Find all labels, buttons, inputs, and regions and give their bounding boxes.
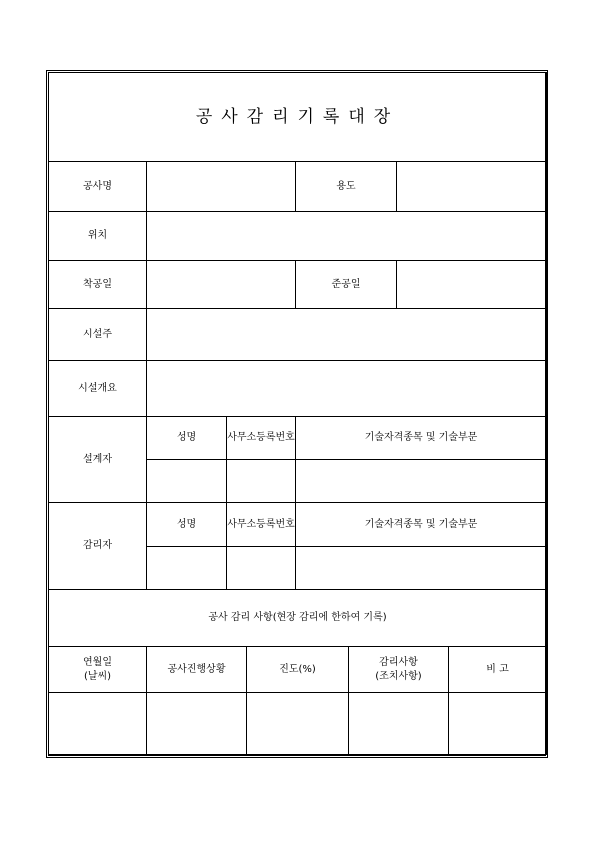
field-supervisor-name[interactable] xyxy=(147,547,227,590)
field-owner[interactable] xyxy=(147,309,547,361)
field-start-date[interactable] xyxy=(147,261,296,309)
log-cell-supervision-matters[interactable] xyxy=(349,693,449,755)
col-progress-rate: 진도(%) xyxy=(247,647,349,693)
label-usage: 용도 xyxy=(296,162,397,212)
supervision-section-heading: 공사 감리 사항(현장 감리에 한하여 기록) xyxy=(49,590,547,647)
field-usage[interactable] xyxy=(397,162,547,212)
col-date xyxy=(49,647,147,693)
log-cell-date[interactable] xyxy=(49,693,147,755)
col-remarks: 비 고 xyxy=(449,647,547,693)
label-completion-date: 준공일 xyxy=(296,261,397,309)
designer-office-reg-header: 사무소등록번호 xyxy=(227,417,296,460)
col-matters-line1: 감리사항 xyxy=(379,656,418,668)
designer-qualification-header: 기술자격종목 및 기술부문 xyxy=(296,417,547,460)
field-designer-qualification[interactable] xyxy=(296,460,547,503)
supervision-record-form xyxy=(48,72,547,755)
field-completion-date[interactable] xyxy=(397,261,547,309)
field-facility-overview[interactable] xyxy=(147,361,547,417)
supervisor-name-header: 성명 xyxy=(147,503,227,547)
log-cell-remarks[interactable] xyxy=(449,693,547,755)
designer-name-header: 성명 xyxy=(147,417,227,460)
col-matters-line2: (조치사항) xyxy=(375,670,422,682)
col-supervision-matters xyxy=(349,647,449,693)
field-construction-name[interactable] xyxy=(147,162,296,212)
field-supervisor-office-reg[interactable] xyxy=(227,547,296,590)
log-cell-progress-rate[interactable] xyxy=(247,693,349,755)
field-designer-name[interactable] xyxy=(147,460,227,503)
label-owner: 시설주 xyxy=(49,309,147,361)
label-construction-name: 공사명 xyxy=(49,162,147,212)
supervisor-office-reg-header: 사무소등록번호 xyxy=(227,503,296,547)
label-start-date: 착공일 xyxy=(49,261,147,309)
field-supervisor-qualification[interactable] xyxy=(296,547,547,590)
log-cell-progress-status[interactable] xyxy=(147,693,247,755)
col-date-line2: (날씨) xyxy=(83,670,112,682)
field-designer-office-reg[interactable] xyxy=(227,460,296,503)
label-location: 위치 xyxy=(49,212,147,261)
supervisor-qualification-header: 기술자격종목 및 기술부문 xyxy=(296,503,547,547)
field-location[interactable] xyxy=(147,212,547,261)
label-designer: 설계자 xyxy=(49,417,147,503)
form-title: 공사감리기록대장 xyxy=(49,73,547,162)
label-supervisor: 감리자 xyxy=(49,503,147,590)
col-date-line1: 연월일 xyxy=(83,656,112,668)
label-facility-overview: 시설개요 xyxy=(49,361,147,417)
col-progress-status: 공사진행상황 xyxy=(147,647,247,693)
